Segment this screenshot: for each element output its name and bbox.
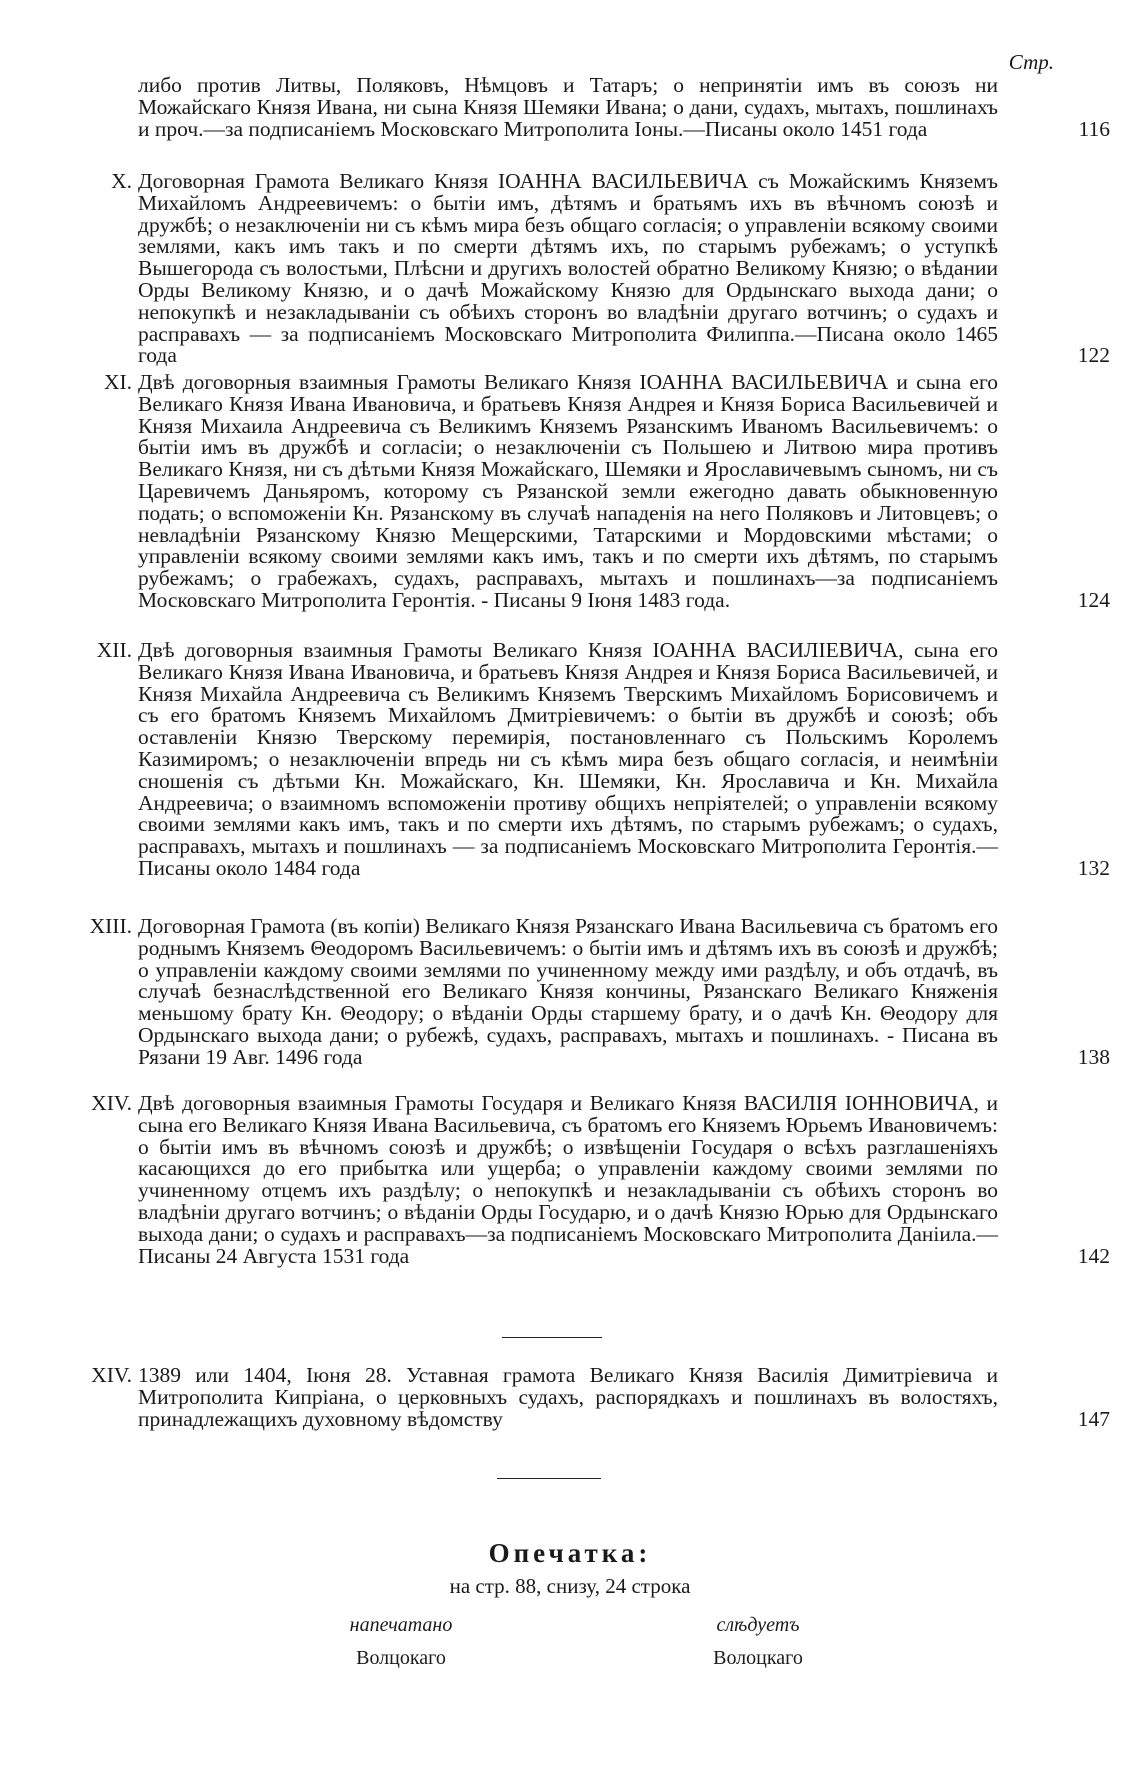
entry-number: XIII. [89, 914, 132, 938]
entry-number: X. [111, 169, 132, 193]
entry-text: 1389 или 1404, Іюня 28. Уставная грамота Великаго Князя Василія Димитріевича и Митрополита Кипріана, о церковныхъ судахъ, распорядкахъ и пошлинахъ въ волостяхъ, принадлежащихъ духовному вѣдомству [138, 1363, 998, 1431]
end-rule [497, 1478, 601, 1479]
section-divider [502, 1337, 602, 1338]
entry-page: 142 [1077, 1243, 1110, 1268]
toc-entry [91, 1091, 1110, 1268]
page-column-header: Стр. [1008, 50, 1054, 74]
entry-page: 132 [1077, 855, 1110, 880]
entry-text: Двѣ договорныя взаимныя Грамоты Великаго Князя ІОАННА ВАСИЛІЕВИЧА, сына его Великаго Князя Ивана Ивановича, и братьевъ Князя Андрея и Князя Бориса Васильевичей, и Князя Михайла Андреевича съ Великимъ Княземъ Тверскимъ Михайломъ Борисовичемъ и съ его братомъ Княземъ Михайломъ Дмитріевичемъ: о бытіи въ дружбѣ и союзѣ; объ оставленіи Князю Тверскому перемирія, постановленнаго съ Польскимъ Королемъ Казимиромъ; о незаключеніи впредь ни съ кѣмъ мира безъ общаго согласія, и неимѣніи сношенія съ дѣтьми Кн. Можайскаго, Кн. Шемяки, Кн. Ярославича и Кн. Михайла Андреевича; о взаимномъ вспоможеніи противу общихъ непріятелей; о управленіи всякому своими землями какъ имъ, такъ и по смерти ихъ дѣтямъ, по старымъ рубежамъ; о судахъ, расправахъ, мытахъ и пошлинахъ — за подписаніемъ Московскаго Митрополита Геронтія.—Писаны около 1484 года [138, 638, 998, 880]
toc-entry [103, 370, 1110, 612]
toc-entry [111, 169, 1110, 368]
entry-page: 124 [1077, 587, 1110, 612]
entry-page: 116 [1078, 116, 1110, 141]
entry-page: 147 [1077, 1406, 1110, 1431]
toc-entry [91, 1363, 1110, 1431]
entry-number: XIV. [91, 1091, 132, 1115]
entry-text: Договорная Грамота (въ копіи) Великаго Князя Рязанскаго Ивана Васильевича съ братомъ его роднымъ Княземъ Θеодоромъ Васильевичемъ: о бытіи имъ и дѣтямъ ихъ въ союзѣ и дружбѣ; о управленіи каждому своими землями по учиненному между ими раздѣлу, и объ отдачѣ, въ случаѣ безнаслѣдственной его Великаго Князя кончины, Рязанскаго Великаго Княженія меньшому брату Кн. Θеодору; о вѣданіи Орды старшему брату, и о дачѣ Кн. Θеодору для Ордынскаго выхода дани; о рубежѣ, судахъ, расправахъ, мытахъ и пошлинахъ. - Писана въ Рязани 19 Авг. 1496 года [138, 914, 998, 1069]
entry-text: либо против Литвы, Поляковъ, Нѣмцовъ и Татаръ; о непринятіи имъ въ союзъ ни Можайскаго Князя Ивана, ни сына Князя Шемяки Ивана; о дани, судахъ, мытахъ, пошлинахъ и проч.—за подписаніемъ Московскаго Митрополита Іоны.—Писаны около 1451 года [138, 73, 998, 141]
entry-number: XI. [103, 370, 132, 394]
errata-should-label: слѣдуетъ [716, 1614, 800, 1636]
errata-printed-label: напечатано [349, 1614, 453, 1636]
errata-title: Опечатка: [488, 1538, 652, 1568]
errata-printed [291, 1614, 511, 1670]
errata-correction [648, 1614, 868, 1670]
entry-number: XIV. [91, 1363, 132, 1387]
errata-location: на стр. 88, снизу, 24 строка [449, 1574, 691, 1598]
entry-text: Договорная Грамота Великаго Князя ІОАННА ВАСИЛЬЕВИЧА съ Можайскимъ Княземъ Михайломъ Андреевичемъ: о бытіи имъ, дѣтямъ и братьямъ ихъ въ вѣчномъ союзѣ и дружбѣ; о незаключеніи ни съ кѣмъ мира безъ общаго согласія; о управленіи всякому своими землями, какъ имъ такъ и по смерти дѣтямъ ихъ, по старымъ рубежамъ; о уступкѣ Вышегорода съ волостьми, Плѣсни и другихъ волостей обратно Великому Князю; о вѣдании Орды Великому Князю, и о дачѣ Можайскому Князю для Ордынскаго выхода дани; о непокупкѣ и незакладываніи съ обѣихъ сторонъ во владѣніи другаго вотчинъ; о судахъ и расправахъ — за подписаніемъ Московскаго Митрополита Филиппа.—Писана около 1465 года [138, 169, 998, 368]
toc-entry [96, 638, 1110, 880]
entry-page: 122 [1077, 343, 1110, 368]
entry-page: 138 [1077, 1044, 1110, 1069]
errata-should-value: Волоцкаго [713, 1647, 803, 1669]
toc-entry [89, 914, 1110, 1069]
toc-entry [138, 73, 1110, 141]
errata-printed-value: Волцокаго [356, 1647, 446, 1669]
entry-number: XII. [96, 638, 132, 662]
entry-text: Двѣ договорныя взаимныя Грамоты Государя и Великаго Князя ВАСИЛІЯ ІОННОВИЧА, и сына его Великаго Князя Ивана Васильевича, съ братомъ его Княземъ Юрьемъ Ивановичемъ: о бытіи имъ въ вѣчномъ союзѣ и дружбѣ; о извѣщеніи Государя о всѣхъ разглашеніяхъ касающихся до его прибытка или ущерба; о управленіи каждому своими землями по учиненному отцемъ ихъ раздѣлу; о непокупкѣ и незакладываніи съ обѣихъ сторонъ во владѣніи другаго вотчинъ; о вѣданіи Орды Государю, и о дачѣ Князю Юрью для Ордынскаго выхода дани; о судахъ и расправахъ—за подписаніемъ Московскаго Митрополита Даніила.—Писаны 24 Августа 1531 года [138, 1091, 998, 1268]
entry-text: Двѣ договорныя взаимныя Грамоты Великаго Князя ІОАННА ВАСИЛЬЕВИЧА и сына его Великаго Князя Ивана Ивановича, и братьевъ Князя Андрея и Князя Бориса Васильевичей и Князя Михаила Андреевича съ Великимъ Княземъ Рязанскимъ Иваномъ Васильевичемъ: о бытіи имъ въ дружбѣ и согласіи; о незаключеніи съ Польшею и Литвою мира противъ Великаго Князя, ни съ дѣтьми Князя Можайскаго, Шемяки и Ярославичевымъ сыномъ, ни съ Царевичемъ Даньяромъ, которому съ Рязанской земли ежегодно давать обыкновенную подать; о вспоможеніи Кн. Рязанскому въ случаѣ нападенія на него Поляковъ и Литовцевъ; о невладѣніи Рязанскому Князю Мещерскими, Татарскими и Мордовскими мѣстами; о управленіи всякому своими землями какъ имъ, такъ и по смерти ихъ дѣтямъ, по старымъ рубежамъ; о грабежахъ, судахъ, расправахъ, мытахъ и пошлинахъ—за подписаніемъ Московскаго Митрополита Геронтія. - Писаны 9 Іюня 1483 года. [138, 370, 998, 612]
